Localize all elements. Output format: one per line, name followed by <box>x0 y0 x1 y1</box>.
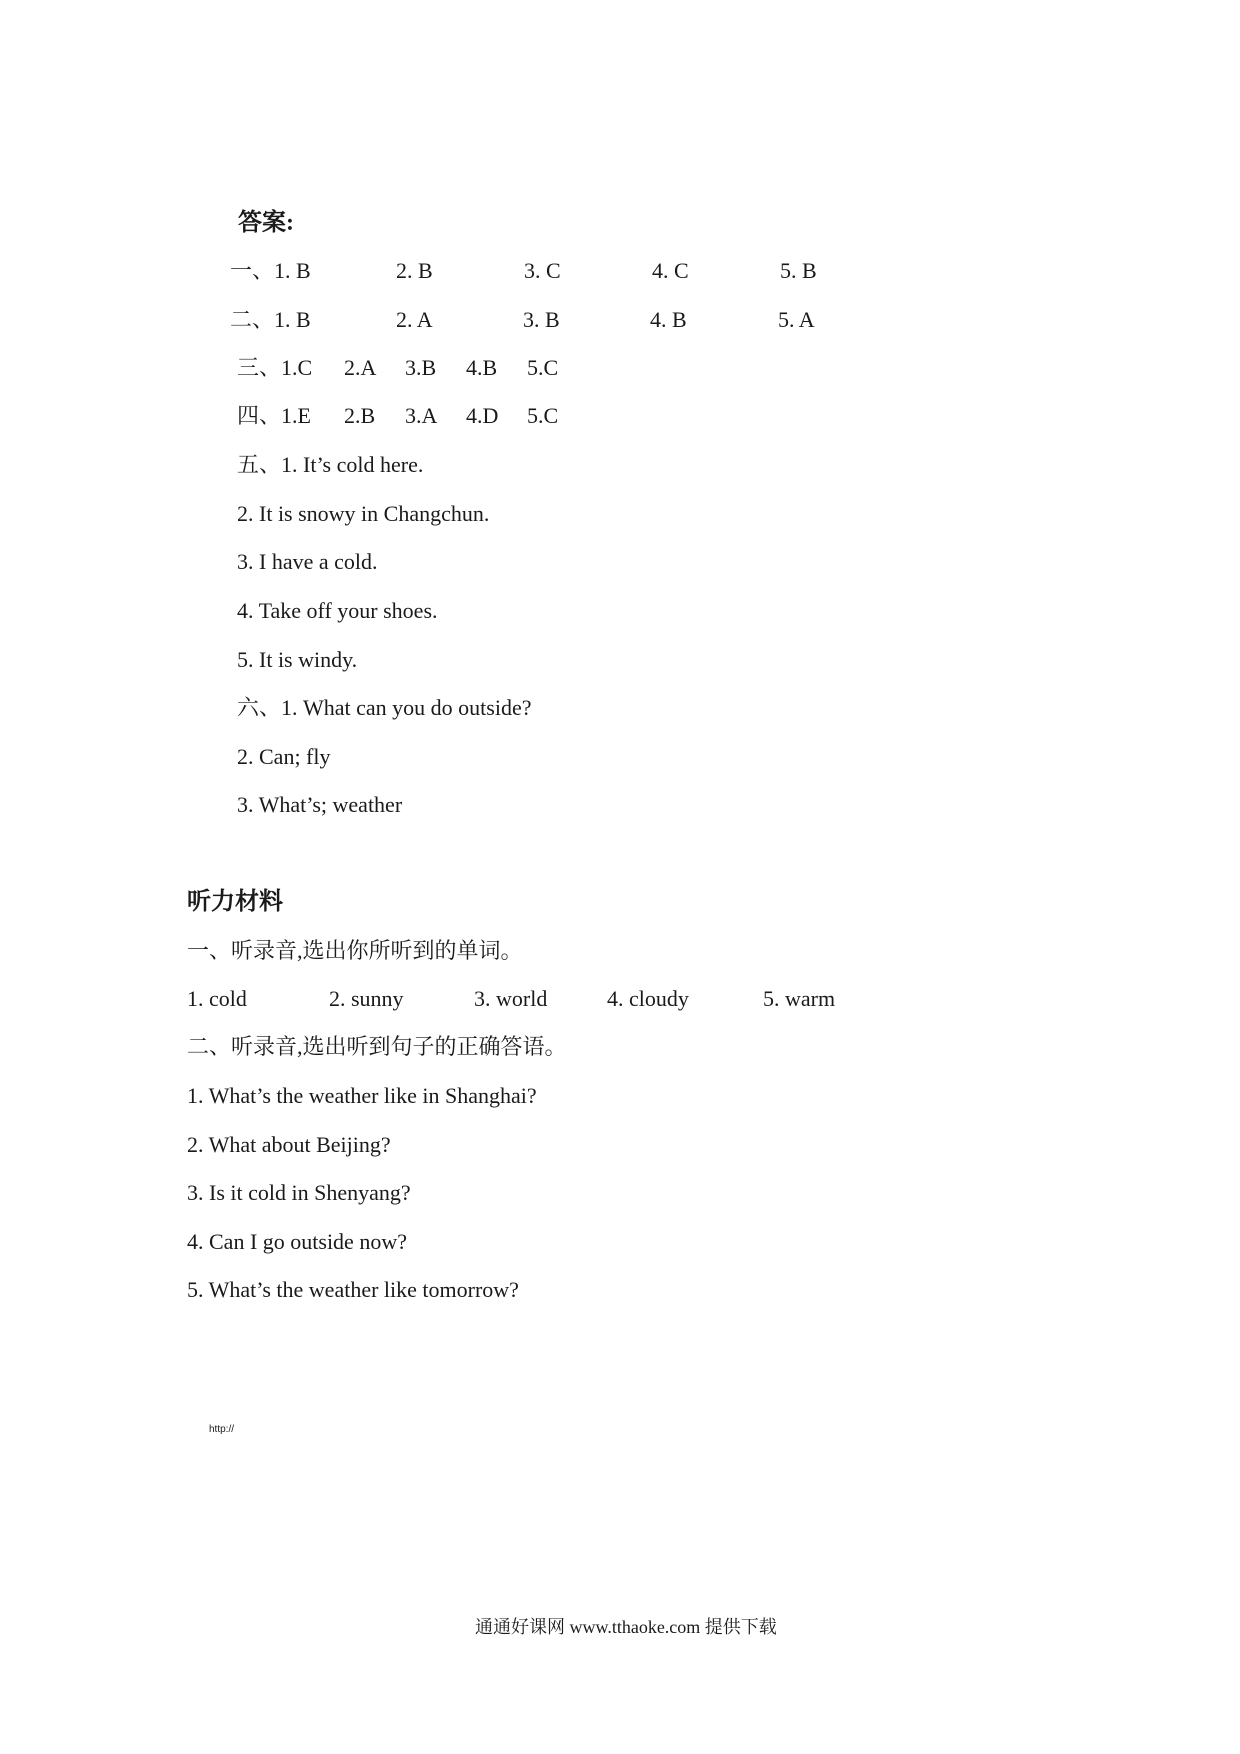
answers-heading: 答案: <box>238 210 294 236</box>
listening-sentence: 1. What’s the weather like in Shanghai? <box>187 1083 537 1108</box>
listening-sentence: 5. What’s the weather like tomorrow? <box>187 1277 519 1302</box>
answer-row-4 <box>237 401 737 431</box>
answer-row-4-item: 2.B <box>344 403 376 428</box>
answer-6-line: 六、1. What can you do outside? <box>237 695 532 720</box>
answer-row-1-item: 2. B <box>396 258 433 283</box>
answer-6-line: 2. Can; fly <box>237 744 331 769</box>
answer-row-2-item: 2. A <box>396 307 433 332</box>
listening-heading: 听力材料 <box>187 889 283 915</box>
answer-row-3 <box>237 353 737 383</box>
answer-row-3-item: 3.B <box>405 355 437 380</box>
listening-word: 4. cloudy <box>607 986 689 1011</box>
answer-6-line: 3. What’s; weather <box>237 792 403 817</box>
answer-5-line: 5. It is windy. <box>237 647 358 672</box>
listening-sentence: 4. Can I go outside now? <box>187 1229 407 1254</box>
url-fragment: http:// <box>209 1424 235 1435</box>
answer-row-4-lead: 四、1.E <box>237 403 311 428</box>
answer-row-2-lead: 二、1. B <box>230 307 311 332</box>
listening-word-row <box>187 984 887 1014</box>
answer-row-2-item: 5. A <box>778 307 815 332</box>
answer-row-4-item: 3.A <box>405 403 438 428</box>
answer-5-line: 3. I have a cold. <box>237 549 378 574</box>
answer-row-2-item: 4. B <box>650 307 687 332</box>
answer-5-line: 五、1. It’s cold here. <box>237 452 424 477</box>
listening-word: 2. sunny <box>329 986 404 1011</box>
answer-row-2 <box>230 305 930 335</box>
answer-row-1-item: 5. B <box>780 258 817 283</box>
listening-word: 3. world <box>474 986 548 1011</box>
listening-word: 5. warm <box>763 986 836 1011</box>
answer-row-2-item: 3. B <box>523 307 560 332</box>
listening-sentence: 3. Is it cold in Shenyang? <box>187 1180 411 1205</box>
answer-row-1-lead: 一、1. B <box>230 258 311 283</box>
answer-row-1 <box>230 256 930 286</box>
answer-row-3-item: 4.B <box>466 355 498 380</box>
answer-row-1-item: 3. C <box>524 258 561 283</box>
answer-row-4-item: 4.D <box>466 403 499 428</box>
answer-row-3-item: 5.C <box>527 355 559 380</box>
answer-row-3-item: 2.A <box>344 355 377 380</box>
listening-sentence: 2. What about Beijing? <box>187 1132 391 1157</box>
listening-part2-title: 二、听录音,选出听到句子的正确答语。 <box>187 1034 567 1059</box>
answer-row-3-lead: 三、1.C <box>237 355 313 380</box>
answer-5-line: 2. It is snowy in Changchun. <box>237 501 490 526</box>
page-footer: 通通好课网 www.tthaoke.com 提供下载 <box>475 1617 777 1637</box>
answer-row-4-item: 5.C <box>527 403 559 428</box>
listening-part1-title: 一、听录音,选出你所听到的单词。 <box>187 938 523 963</box>
answer-5-line: 4. Take off your shoes. <box>237 598 438 623</box>
listening-word: 1. cold <box>187 986 247 1011</box>
answer-row-1-item: 4. C <box>652 258 689 283</box>
